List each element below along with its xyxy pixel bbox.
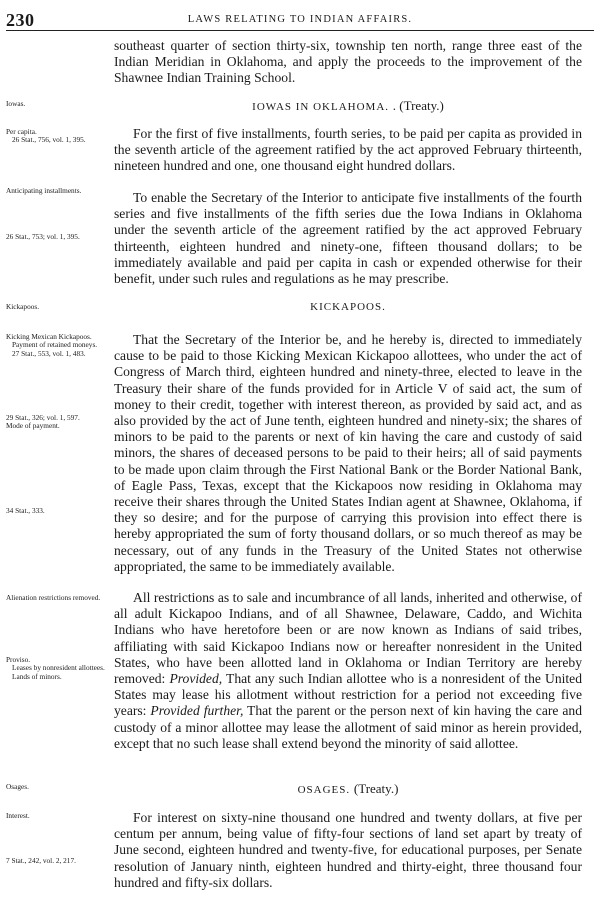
margin-note-per-capita-text: Per capita. <box>6 127 37 136</box>
kickapoos-paragraph-2-part-c: That the parent or the person next of kin having the care and custody of a minor allottee may lease the allotment of said minor as herein provided, except that no such lease shall extend beyond the minority of said allottee. <box>114 703 582 751</box>
margin-note-anticipating-cite <box>6 233 110 241</box>
osages-paragraph-1 <box>114 810 582 891</box>
osages-heading-treaty: (Treaty.) <box>353 781 399 796</box>
provided-further-term: Provided further, <box>150 703 244 719</box>
margin-note-alienation <box>6 594 110 602</box>
kickapoos-paragraph-2-text <box>114 590 582 752</box>
margin-note-29-stat-text: 29 Stat., 326; vol. 1, 597. <box>6 413 80 422</box>
margin-note-interest <box>6 812 110 820</box>
iowas-paragraph-2 <box>114 190 582 287</box>
kickapoos-paragraph-2-part-a: All restrictions as to sale and incumbrance of all lands, inherited and otherwise, of all adult Kickapoo Indians, and of all Shawnee, Delaware, Caddo, and Wichita Indians who have heretofore been or are now known as Indians of said tribes, affiliating with said Kickapoo Indians now or hereafter nonresident in the United States, who have been allotted land in Oklahoma or Indian Territory are hereby removed: <box>114 590 582 687</box>
osages-paragraph-1-text: For interest on sixty-nine thousand one hundred and twenty dollars, at five per centum per annum, being value of fifty-four sections of land set apart by treaty of June second, eighteen hundred and twenty-five, for educational purposes, per Senate resolution of January ninth, eighteen hundred and thirty-eight, three thousand four hundred and fifty-six dollars. <box>114 810 582 890</box>
iowas-paragraph-2-text: To enable the Secretary of the Interior to anticipate five installments of the fourth series and five installments of the fifth series due the Iowa Indians in Oklahoma under the seventh article of the agreement ratified by the act approved February thirteenth, eighteen hundred and ninety-one, fifteen thousand dollars; to be immediately available and paid per capita in cash or expended otherwise for their benefit, under such rules and regulations as he may prescribe. <box>114 190 582 287</box>
intro-paragraph-text: southeast quarter of section thirty-six, township ten north, range three east of the Indian Meridian in Oklahoma, and apply the proceeds to the improvement of the Shawnee Indian Training School. <box>114 38 582 86</box>
header-rule <box>6 30 594 31</box>
iowas-heading <box>114 98 582 114</box>
margin-note-29-stat <box>6 414 110 431</box>
margin-note-34-stat-text: 34 Stat., 333. <box>6 506 45 515</box>
margin-note-kickapoos <box>6 303 110 311</box>
margin-note-mode-payment: Mode of payment. <box>6 421 60 431</box>
margin-note-interest-cite <box>6 857 110 865</box>
margin-note-anticipating <box>6 187 110 195</box>
margin-note-proviso-text: Proviso. <box>6 655 31 664</box>
iowas-heading-treaty: . (Treaty.) <box>392 98 444 113</box>
margin-note-payment-cite: 27 Stat., 553, vol. 1, 483. <box>12 348 86 358</box>
intro-paragraph <box>114 38 582 87</box>
margin-note-anticipating-cite-text: 26 Stat., 753; vol. 1, 395. <box>6 232 80 241</box>
margin-note-lands-minors: Lands of minors. <box>12 671 62 681</box>
margin-note-interest-text: Interest. <box>6 811 30 820</box>
osages-heading <box>114 781 582 797</box>
margin-note-osages-text: Osages. <box>6 782 29 791</box>
margin-note-iowas-text: Iowas. <box>6 99 26 108</box>
kickapoos-paragraph-1 <box>114 332 582 575</box>
margin-note-alienation-text: Alienation restrictions removed. <box>6 593 101 602</box>
running-head: LAWS RELATING TO INDIAN AFFAIRS. <box>187 14 413 25</box>
osages-heading-title: OSAGES. <box>297 784 351 796</box>
margin-note-iowas <box>6 100 110 108</box>
margin-note-34-stat <box>6 507 110 515</box>
margin-note-per-capita <box>6 128 110 145</box>
kickapoos-heading <box>114 301 582 313</box>
margin-note-osages <box>6 783 110 791</box>
kickapoos-paragraph-2-part-b: That any such Indian allottee who is a nonresident of the United States may lease his allotment without restriction for a period not exceeding five years: <box>114 671 582 719</box>
iowas-paragraph-1-text: For the first of five installments, fourth series, to be paid per capita as provided in the seventh article of the agreement ratified by the act approved February thirteenth, nineteen hundred and one, one thousand eight hundred dollars. <box>114 126 582 174</box>
margin-note-kicking-mexican-text: Kicking Mexican Kickapoos. <box>6 332 92 341</box>
kickapoos-paragraph-2 <box>114 590 582 752</box>
margin-note-payment-retained: Payment of retained moneys. <box>12 340 98 350</box>
kickapoos-heading-title: KICKAPOOS. <box>310 301 386 313</box>
page-header <box>0 10 600 32</box>
margin-note-proviso <box>6 656 110 681</box>
iowas-heading-title: IOWAS IN OKLAHOMA. <box>252 101 390 113</box>
margin-note-anticipating-text: Anticipating installments. <box>6 186 82 195</box>
margin-note-kickapoos-text: Kickapoos. <box>6 302 40 311</box>
kickapoos-paragraph-1-text: That the Secretary of the Interior be, and he hereby is, directed to immediately cause to be paid to those Kicking Mexican Kickapoo allottees, who under the act of Congress of March third, eighteen hundred and ninety-three, elected to leave in the Treasury their share of the funds provided for in Article V of said act, the sum of money to their credit, together with interest thereon, as provided by said act, and as also provided by the act of June tenth, eighteen hundred and ninety-six; the shares of minors to be paid to the parents or next of kin having the care and custody of said minors, the shares of deceased persons to be paid to their heirs; all of said payments to be made upon claim through the First National Bank or the Border National Bank, of Eagle Pass, Texas, except that the Kickapoos now residing in Oklahoma may receive their shares through the United States Indian agent at Shawnee, Oklahoma, if they so desire; and for the purpose of carrying this provision into effect there is hereby appropriated the sum of forty thousand dollars, or so much thereof as may be necessary, out of any funds in the Treasury of the United States not otherwise appropriated, the same to be immediately available. <box>114 332 582 574</box>
provided-term: Provided, <box>169 671 223 687</box>
margin-note-interest-cite-text: 7 Stat., 242, vol. 2, 217. <box>6 856 76 865</box>
margin-note-kicking-mexican <box>6 333 110 358</box>
margin-note-per-capita-cite: 26 Stat., 756, vol. 1, 395. <box>12 135 86 145</box>
page-number: 230 <box>6 10 35 30</box>
margin-note-leases-nonresident: Leases by nonresident allottees. <box>12 663 105 673</box>
iowas-paragraph-1 <box>114 126 582 175</box>
